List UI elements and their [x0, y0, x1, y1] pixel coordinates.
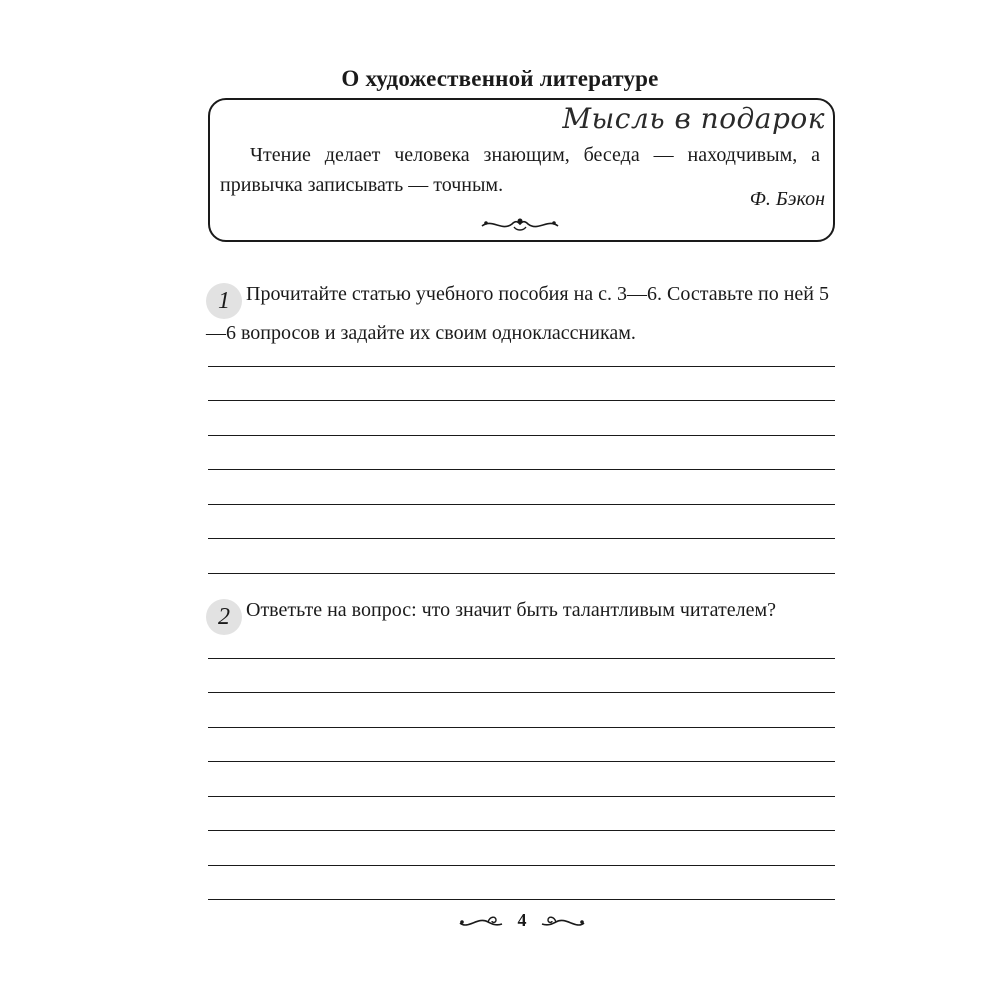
answer-line[interactable] — [208, 469, 835, 470]
answer-line[interactable] — [208, 504, 835, 505]
quote-author: Ф. Бэкон — [749, 188, 825, 210]
answer-line[interactable] — [208, 400, 835, 401]
task-1-instruction: Прочитайте статью учебного пособия на с. 3—6. Составьте по ней 5—6 вопросов и задайте их своим одноклассникам. — [206, 283, 830, 344]
answer-line[interactable] — [208, 899, 835, 900]
flourish-icon — [458, 912, 504, 932]
task-number-badge: 2 — [206, 599, 242, 635]
answer-line[interactable] — [208, 830, 835, 831]
task-2-text — [206, 596, 838, 635]
answer-line[interactable] — [208, 573, 835, 574]
quote-box — [208, 98, 835, 242]
answer-line[interactable] — [208, 727, 835, 728]
task-1 — [206, 280, 838, 348]
quote-heading: Мысль в подарок — [562, 102, 825, 135]
page-footer — [0, 910, 1000, 940]
answer-line[interactable] — [208, 366, 835, 367]
answer-line[interactable] — [208, 692, 835, 693]
task-2 — [206, 596, 838, 635]
answer-line[interactable] — [208, 796, 835, 797]
flourish-icon — [540, 912, 586, 932]
answer-line[interactable] — [208, 865, 835, 866]
quote-text: Чтение делает человека знающим, беседа — находчивым, а привычка записывать — точным. — [220, 144, 820, 196]
page-title: О художественной литературе — [341, 66, 659, 91]
answer-line[interactable] — [208, 435, 835, 436]
answer-line[interactable] — [208, 538, 835, 539]
answer-line[interactable] — [208, 658, 835, 659]
page-number: 4 — [517, 910, 527, 930]
task-number-badge: 1 — [206, 283, 242, 319]
task-1-text — [206, 280, 838, 348]
answer-line[interactable] — [208, 761, 835, 762]
task-2-instruction: Ответьте на вопрос: что значит быть талантливым читателем? — [246, 599, 776, 621]
flourish-icon — [480, 214, 560, 234]
